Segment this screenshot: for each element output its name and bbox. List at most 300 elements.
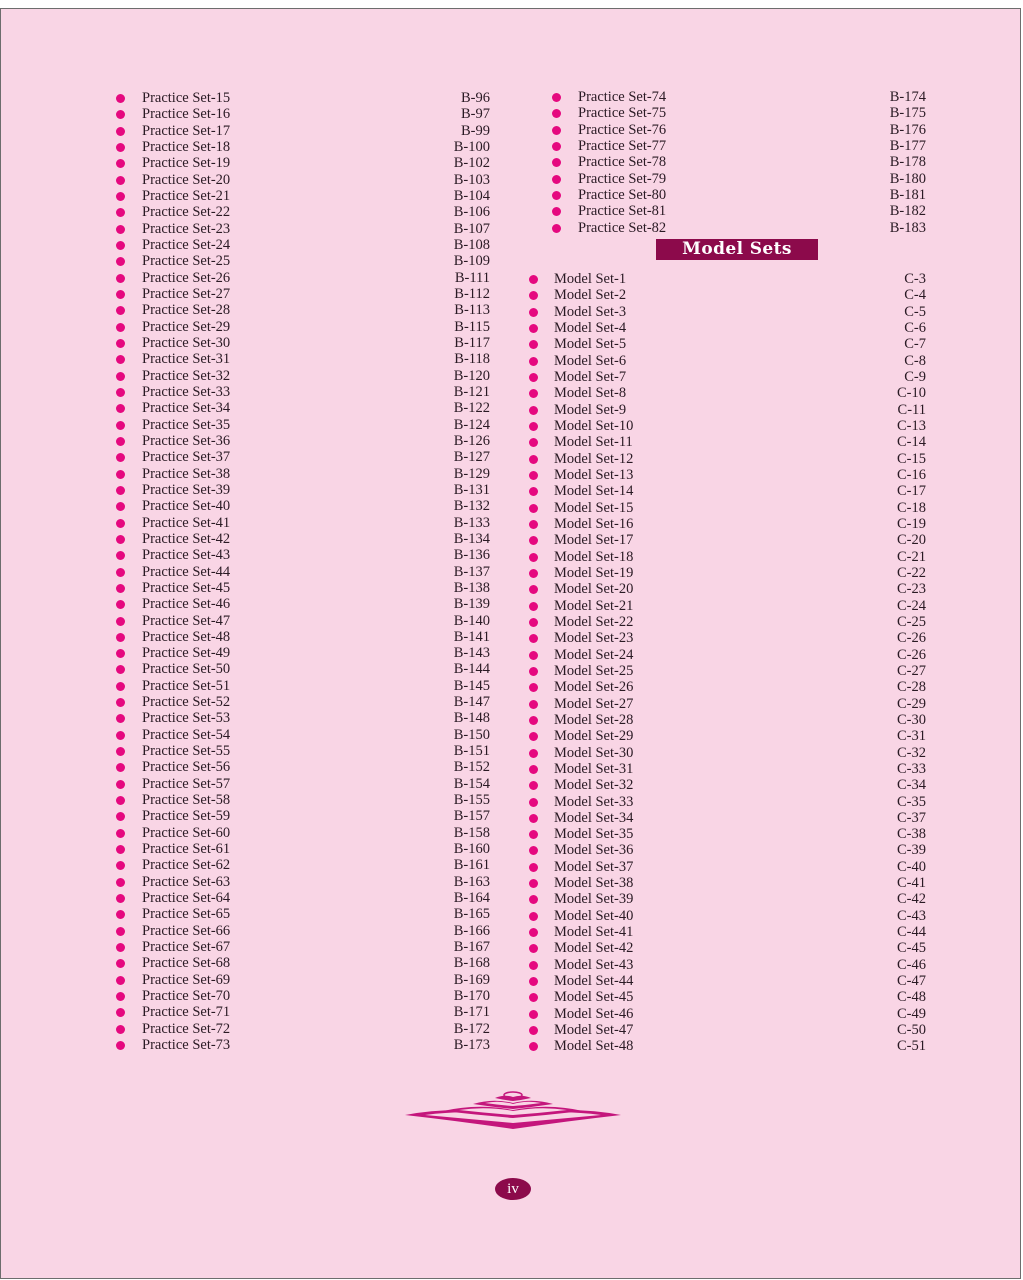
entry-page-number: B-126 (453, 432, 490, 449)
pink-dot-bullet-icon (529, 585, 538, 594)
entry-title: Practice Set-59 (142, 808, 231, 825)
list-item (529, 663, 932, 679)
entry-title: Model Set-40 (554, 907, 634, 924)
entry-page-number: C-37 (897, 809, 926, 826)
entry-title: Practice Set-51 (142, 677, 231, 694)
list-item (529, 891, 932, 907)
entry-page-number: B-124 (453, 416, 490, 433)
entry-page-number: C-21 (897, 548, 926, 565)
list-item (116, 90, 496, 106)
entry-page-number: B-137 (453, 563, 490, 580)
entry-title: Practice Set-75 (578, 105, 667, 122)
entry-title: Model Set-3 (554, 303, 627, 320)
list-item (116, 417, 496, 433)
pink-dot-bullet-icon (529, 324, 538, 333)
entry-page-number: C-41 (897, 875, 926, 892)
entry-page-number: C-16 (897, 466, 926, 483)
list-item (116, 661, 496, 677)
list-item (116, 433, 496, 449)
list-item (116, 694, 496, 710)
pink-dot-bullet-icon (529, 863, 538, 872)
entry-page-number: C-32 (897, 744, 926, 761)
list-item (529, 647, 932, 663)
pink-dot-bullet-icon (529, 487, 538, 496)
entry-page-number: C-13 (897, 417, 926, 434)
entry-title: Model Set-43 (554, 956, 634, 973)
entry-page-number: C-35 (897, 793, 926, 810)
pink-dot-bullet-icon (116, 470, 125, 479)
list-item (116, 335, 496, 351)
list-item (116, 890, 496, 906)
list-item (116, 727, 496, 743)
pink-dot-bullet-icon (529, 814, 538, 823)
entry-page-number: B-144 (453, 661, 490, 678)
list-item (116, 253, 496, 269)
list-item (529, 1022, 932, 1038)
pink-dot-bullet-icon (116, 665, 125, 674)
pink-dot-bullet-icon (116, 1008, 125, 1017)
list-item (529, 810, 932, 826)
entry-title: Model Set-39 (554, 891, 634, 908)
entry-title: Practice Set-48 (142, 628, 231, 645)
pink-dot-bullet-icon (116, 535, 125, 544)
entry-title: Practice Set-18 (142, 138, 231, 155)
list-item (529, 875, 932, 891)
entry-title: Practice Set-42 (142, 530, 231, 547)
entry-page-number: B-174 (889, 89, 926, 105)
entry-page-number: C-51 (897, 1038, 926, 1055)
list-item (116, 972, 496, 988)
list-item (116, 1004, 496, 1020)
model-sets-heading: Model Sets (656, 239, 818, 260)
entry-title: Practice Set-24 (142, 236, 231, 253)
entry-page-number: B-133 (453, 514, 490, 531)
entry-title: Model Set-46 (554, 1005, 634, 1022)
entry-title: Model Set-5 (554, 336, 627, 353)
entry-page-number: B-121 (453, 383, 490, 400)
pink-dot-bullet-icon (552, 126, 561, 135)
list-item (116, 270, 496, 286)
list-item (116, 515, 496, 531)
list-item (116, 955, 496, 971)
list-item (116, 531, 496, 547)
pink-dot-bullet-icon (116, 421, 125, 430)
entry-title: Model Set-9 (554, 401, 627, 418)
list-item (116, 302, 496, 318)
entry-title: Practice Set-22 (142, 204, 231, 221)
list-item (529, 516, 932, 532)
entry-title: Model Set-31 (554, 760, 634, 777)
entry-title: Model Set-45 (554, 989, 634, 1006)
entry-title: Model Set-20 (554, 581, 634, 598)
list-item (529, 679, 932, 695)
list-item (116, 678, 496, 694)
pink-dot-bullet-icon (529, 455, 538, 464)
list-item (116, 1021, 496, 1037)
list-item (529, 271, 932, 287)
list-item (529, 304, 932, 320)
entry-page-number: B-100 (453, 138, 490, 155)
pink-dot-bullet-icon (529, 765, 538, 774)
list-item (552, 122, 932, 138)
pink-dot-bullet-icon (529, 373, 538, 382)
pink-dot-bullet-icon (116, 388, 125, 397)
entry-title: Practice Set-29 (142, 318, 231, 335)
entry-title: Model Set-23 (554, 630, 634, 647)
entry-title: Practice Set-44 (142, 563, 231, 580)
entry-page-number: B-117 (454, 334, 490, 351)
pink-dot-bullet-icon (529, 308, 538, 317)
entry-page-number: C-19 (897, 515, 926, 532)
entry-title: Model Set-28 (554, 711, 634, 728)
pink-dot-bullet-icon (529, 275, 538, 284)
list-item (529, 794, 932, 810)
entry-title: Model Set-7 (554, 368, 627, 385)
entry-title: Practice Set-60 (142, 824, 231, 841)
entry-title: Model Set-48 (554, 1038, 634, 1055)
pink-dot-bullet-icon (529, 406, 538, 415)
entry-page-number: B-113 (454, 302, 490, 319)
pink-dot-bullet-icon (529, 651, 538, 660)
list-item (529, 467, 932, 483)
entry-page-number: C-20 (897, 532, 926, 549)
list-item (116, 710, 496, 726)
entry-title: Model Set-38 (554, 875, 634, 892)
entry-title: Model Set-33 (554, 793, 634, 810)
entry-page-number: B-111 (454, 269, 490, 286)
entry-page-number: B-106 (453, 204, 490, 221)
entry-title: Practice Set-19 (142, 155, 231, 172)
entry-title: Model Set-13 (554, 466, 634, 483)
entry-page-number: B-108 (453, 236, 490, 253)
entry-page-number: B-97 (461, 106, 490, 123)
list-item (116, 204, 496, 220)
entry-title: Practice Set-41 (142, 514, 231, 531)
entry-title: Practice Set-50 (142, 661, 231, 678)
list-item (116, 449, 496, 465)
list-item (552, 138, 932, 154)
pink-dot-bullet-icon (116, 323, 125, 332)
pink-dot-bullet-icon (529, 683, 538, 692)
pink-dot-bullet-icon (529, 602, 538, 611)
entry-title: Model Set-44 (554, 973, 634, 990)
entry-title: Model Set-19 (554, 564, 634, 581)
list-item (116, 759, 496, 775)
pink-dot-bullet-icon (116, 110, 125, 119)
entry-title: Practice Set-31 (142, 351, 231, 368)
entry-page-number: B-180 (889, 170, 926, 187)
entry-page-number: B-178 (889, 154, 926, 171)
entry-title: Practice Set-33 (142, 383, 231, 400)
entry-title: Practice Set-64 (142, 890, 231, 907)
entry-page-number: B-176 (889, 121, 926, 138)
pink-dot-bullet-icon (552, 224, 561, 233)
entry-page-number: B-102 (453, 155, 490, 172)
page-number-badge: iv (495, 1178, 531, 1200)
list-item (529, 614, 932, 630)
entry-page-number: C-22 (897, 564, 926, 581)
pink-dot-bullet-icon (116, 290, 125, 299)
entry-title: Practice Set-15 (142, 90, 231, 106)
pink-dot-bullet-icon (529, 389, 538, 398)
entry-page-number: C-27 (897, 662, 926, 679)
list-item (116, 776, 496, 792)
list-item (529, 336, 932, 352)
entry-title: Practice Set-78 (578, 154, 667, 171)
pink-dot-bullet-icon (529, 422, 538, 431)
entry-page-number: B-150 (453, 726, 490, 743)
list-item (116, 874, 496, 890)
entry-page-number: C-29 (897, 695, 926, 712)
pink-dot-bullet-icon (116, 992, 125, 1001)
entry-page-number: C-45 (897, 940, 926, 957)
list-item (529, 581, 932, 597)
entry-page-number: B-164 (453, 890, 490, 907)
entry-title: Practice Set-34 (142, 400, 231, 417)
entry-page-number: B-122 (453, 400, 490, 417)
entry-page-number: B-152 (453, 759, 490, 776)
pink-dot-bullet-icon (116, 731, 125, 740)
entry-page-number: B-136 (453, 547, 490, 564)
entry-title: Model Set-10 (554, 417, 634, 434)
entry-page-number: B-109 (453, 253, 490, 270)
list-item (529, 761, 932, 777)
list-item (116, 613, 496, 629)
entry-page-number: B-99 (461, 122, 490, 139)
pink-dot-bullet-icon (116, 176, 125, 185)
pink-dot-bullet-icon (116, 829, 125, 838)
pink-dot-bullet-icon (116, 845, 125, 854)
list-item (529, 565, 932, 581)
pink-dot-bullet-icon (116, 649, 125, 658)
pink-dot-bullet-icon (116, 617, 125, 626)
pink-dot-bullet-icon (116, 143, 125, 152)
entry-page-number: C-39 (897, 842, 926, 859)
list-item (529, 1038, 932, 1054)
list-item (529, 451, 932, 467)
entry-title: Practice Set-17 (142, 122, 231, 139)
entry-title: Practice Set-20 (142, 171, 231, 188)
pink-dot-bullet-icon (529, 944, 538, 953)
list-item (116, 906, 496, 922)
entry-page-number: B-175 (889, 105, 926, 122)
entry-page-number: B-168 (453, 955, 490, 972)
entry-page-number: C-26 (897, 646, 926, 663)
entry-page-number: B-127 (453, 449, 490, 466)
entry-title: Model Set-16 (554, 515, 634, 532)
entry-title: Practice Set-38 (142, 465, 231, 482)
entry-page-number: C-50 (897, 1022, 926, 1039)
entry-page-number: C-14 (897, 434, 926, 451)
entry-title: Practice Set-81 (578, 203, 667, 220)
entry-page-number: B-171 (453, 1004, 490, 1021)
list-item (116, 319, 496, 335)
list-item (116, 841, 496, 857)
pink-dot-bullet-icon (552, 109, 561, 118)
entry-page-number: B-120 (453, 367, 490, 384)
contents-page (0, 8, 1021, 1279)
entry-page-number: C-34 (897, 777, 926, 794)
list-item (529, 598, 932, 614)
entry-page-number: B-115 (454, 318, 490, 335)
pink-dot-bullet-icon (529, 357, 538, 366)
entry-title: Model Set-8 (554, 385, 627, 402)
model-sets-list (529, 271, 932, 1055)
pink-dot-bullet-icon (529, 749, 538, 758)
entry-title: Practice Set-45 (142, 579, 231, 596)
list-item (529, 973, 932, 989)
pink-dot-bullet-icon (116, 306, 125, 315)
list-item (116, 857, 496, 873)
entry-title: Practice Set-39 (142, 481, 231, 498)
entry-title: Model Set-30 (554, 744, 634, 761)
entry-title: Practice Set-67 (142, 939, 231, 956)
entry-title: Practice Set-47 (142, 612, 231, 629)
entry-page-number: B-151 (453, 743, 490, 760)
list-item (552, 105, 932, 121)
list-item (116, 792, 496, 808)
entry-page-number: B-182 (889, 203, 926, 220)
pink-dot-bullet-icon (116, 1041, 125, 1050)
entry-title: Practice Set-28 (142, 302, 231, 319)
list-item (529, 549, 932, 565)
entry-page-number: B-183 (889, 219, 926, 236)
pink-dot-bullet-icon (529, 700, 538, 709)
entry-page-number: B-148 (453, 710, 490, 727)
pink-dot-bullet-icon (552, 93, 561, 102)
entry-title: Practice Set-58 (142, 792, 231, 809)
entry-title: Model Set-21 (554, 597, 634, 614)
entry-page-number: C-31 (897, 728, 926, 745)
pink-dot-bullet-icon (529, 928, 538, 937)
list-item (529, 859, 932, 875)
list-item (116, 139, 496, 155)
list-item (552, 220, 932, 236)
entry-title: Practice Set-21 (142, 187, 231, 204)
pink-dot-bullet-icon (116, 486, 125, 495)
entry-title: Model Set-25 (554, 662, 634, 679)
entry-page-number: B-145 (453, 677, 490, 694)
pink-dot-bullet-icon (116, 584, 125, 593)
pink-dot-bullet-icon (529, 504, 538, 513)
entry-title: Model Set-37 (554, 858, 634, 875)
entry-page-number: B-118 (454, 351, 490, 368)
pink-dot-bullet-icon (116, 404, 125, 413)
entry-page-number: B-138 (453, 579, 490, 596)
entry-page-number: C-5 (904, 303, 926, 320)
list-item (116, 498, 496, 514)
list-item (116, 172, 496, 188)
practice-sets-list-left (116, 90, 496, 1053)
pink-dot-bullet-icon (552, 191, 561, 200)
decorative-fan-ornament-icon (403, 1089, 623, 1137)
pink-dot-bullet-icon (529, 520, 538, 529)
pink-dot-bullet-icon (116, 159, 125, 168)
entry-title: Model Set-15 (554, 499, 634, 516)
list-item (529, 500, 932, 516)
list-item (116, 106, 496, 122)
entry-page-number: B-155 (453, 792, 490, 809)
list-item (116, 939, 496, 955)
entry-title: Practice Set-37 (142, 449, 231, 466)
pink-dot-bullet-icon (116, 453, 125, 462)
pink-dot-bullet-icon (529, 716, 538, 725)
pink-dot-bullet-icon (529, 634, 538, 643)
list-item (116, 743, 496, 759)
pink-dot-bullet-icon (552, 175, 561, 184)
entry-title: Model Set-2 (554, 287, 627, 304)
entry-title: Practice Set-82 (578, 219, 667, 236)
pink-dot-bullet-icon (116, 780, 125, 789)
entry-title: Practice Set-71 (142, 1004, 231, 1021)
list-item (552, 89, 932, 105)
list-item (552, 203, 932, 219)
list-item (529, 924, 932, 940)
entry-title: Model Set-34 (554, 809, 634, 826)
entry-title: Model Set-11 (554, 434, 633, 451)
entry-page-number: C-44 (897, 924, 926, 941)
entry-page-number: C-8 (904, 352, 926, 369)
entry-page-number: C-24 (897, 597, 926, 614)
entry-title: Model Set-4 (554, 319, 627, 336)
list-item (529, 402, 932, 418)
entry-page-number: C-38 (897, 826, 926, 843)
pink-dot-bullet-icon (116, 257, 125, 266)
entry-page-number: B-170 (453, 988, 490, 1005)
entry-title: Practice Set-40 (142, 498, 231, 515)
list-item (116, 580, 496, 596)
entry-title: Model Set-41 (554, 924, 634, 941)
list-item (116, 123, 496, 139)
entry-page-number: C-26 (897, 630, 926, 647)
entry-page-number: C-11 (897, 401, 926, 418)
list-item (116, 596, 496, 612)
list-item (116, 368, 496, 384)
pink-dot-bullet-icon (529, 667, 538, 676)
entry-page-number: B-147 (453, 694, 490, 711)
pink-dot-bullet-icon (116, 192, 125, 201)
pink-dot-bullet-icon (116, 714, 125, 723)
entry-title: Model Set-14 (554, 483, 634, 500)
list-item (529, 369, 932, 385)
list-item (529, 842, 932, 858)
entry-title: Model Set-12 (554, 450, 634, 467)
pink-dot-bullet-icon (116, 208, 125, 217)
entry-page-number: B-129 (453, 465, 490, 482)
entry-page-number: C-6 (904, 319, 926, 336)
list-item (552, 171, 932, 187)
entry-page-number: C-47 (897, 973, 926, 990)
pink-dot-bullet-icon (116, 339, 125, 348)
pink-dot-bullet-icon (529, 438, 538, 447)
list-item (529, 1006, 932, 1022)
entry-page-number: B-181 (889, 186, 926, 203)
pink-dot-bullet-icon (116, 633, 125, 642)
pink-dot-bullet-icon (529, 471, 538, 480)
list-item (529, 385, 932, 401)
pink-dot-bullet-icon (552, 158, 561, 167)
pink-dot-bullet-icon (529, 1010, 538, 1019)
entry-title: Model Set-32 (554, 777, 634, 794)
list-item (552, 154, 932, 170)
entry-title: Model Set-47 (554, 1022, 634, 1039)
list-item (116, 237, 496, 253)
list-item (529, 287, 932, 303)
pink-dot-bullet-icon (116, 437, 125, 446)
list-item (116, 564, 496, 580)
pink-dot-bullet-icon (116, 959, 125, 968)
entry-title: Practice Set-56 (142, 759, 231, 776)
